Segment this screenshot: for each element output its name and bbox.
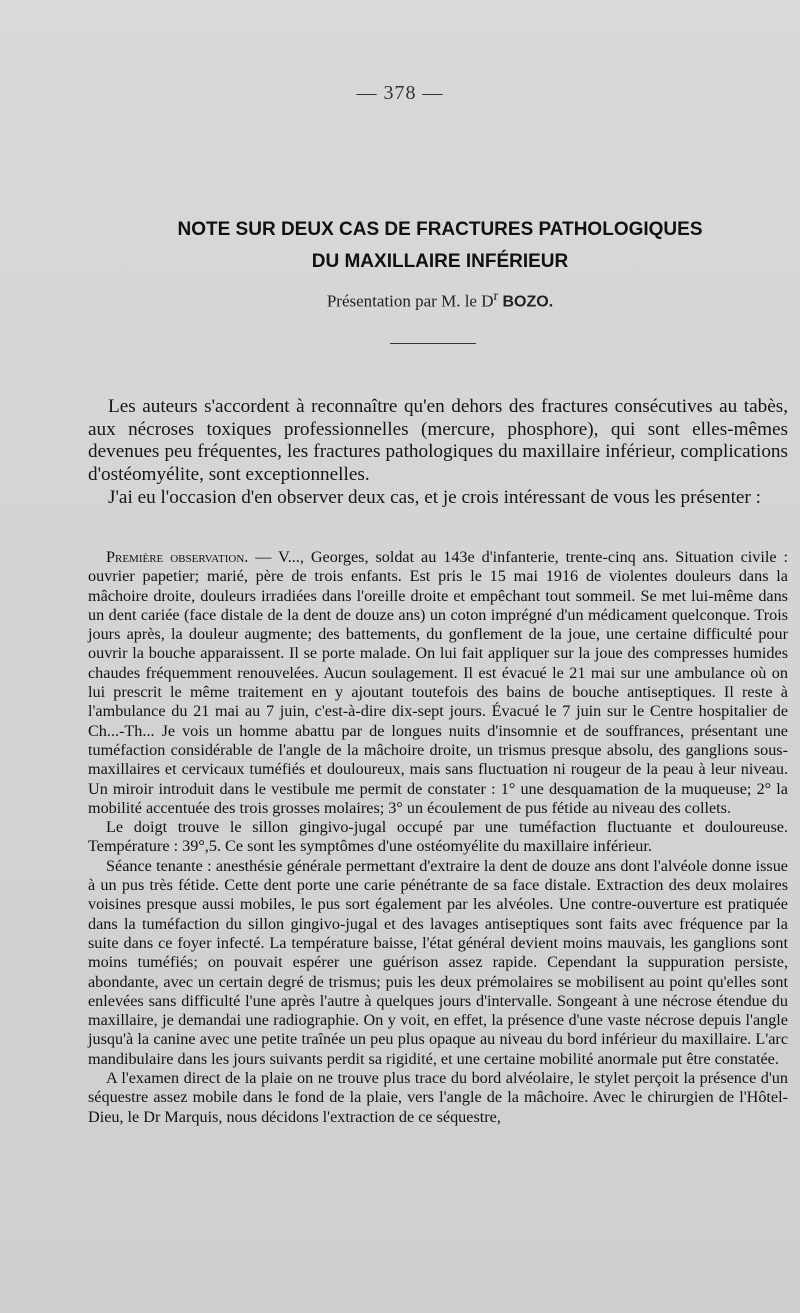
observation-paragraph-4: A l'examen direct de la plaie on ne trouve plus trace du bord alvéolaire, le stylet perçoit la présence d'un séquestre assez mobile dans le fond de la plaie, vers l'angle de la mâchoire. Avec le chirurgien de l'Hôtel-Dieu, le Dr Marquis, nous décidons l'extraction de ce séquestre, <box>88 1069 788 1126</box>
observation-paragraph-1 <box>88 548 788 818</box>
author-name: BOZO. <box>502 293 554 311</box>
title-line-2: DU MAXILLAIRE INFÉRIEUR <box>311 251 569 272</box>
observation-heading: Première observation. <box>106 548 249 566</box>
first-observation <box>88 548 788 1127</box>
title-line-1: NOTE SUR DEUX CAS DE FRACTURES PATHOLOGIQUES <box>177 219 703 240</box>
presentation-superscript: r <box>493 288 499 304</box>
observation-paragraph-2: Le doigt trouve le sillon gingivo-jugal occupé par une tuméfaction fluctuante et douloureuse. Température : 39°,5. Ce sont les symptômes d'une ostéomyélite du maxillaire inférieur. <box>88 818 788 856</box>
observation-first-text: — V..., Georges, soldat au 143e d'infanterie, trente-cinq ans. Situation civile : ouvrier papetier; marié, père de trois enfants. Est pris le 15 mai 1916 de violentes douleurs dans la mâchoire droite, douleurs irradiées dans l'oreille droite et empêchant tout sommeil. Se met lui-même dans un dent cariée (face distale de la dent de douze ans) un coton imprégné d'un médicament quelconque. Trois jours après, la douleur augmente; des battements, du gonflement de la joue, une certaine difficulté pour ouvrir la bouche apparaissent. Il se porte malade. On lui fait appliquer sur la joue des compresses humides chaudes fréquemment renouvelées. Aucun soulagement. Il est évacué le 21 mai sur une ambulance où on lui prescrit le même traitement en y ajoutant toutefois des bains de bouche antiseptiques. Il reste à l'ambulance du 21 mai au 7 juin, c'est-à-dire dix-sept jours. Évacué le 7 juin sur le Centre hospitalier de Ch...-Th... Je vois un homme abattu par de longues nuits d'insomnie et de souffrances, présentant une tuméfaction considérable de l'angle de la mâchoire droite, un trismus presque absolu, des ganglions sous-maxillaires et cervicaux tuméfiés et douloureux, mais sans fluctuation ni rougeur de la peau à leur niveau. Un miroir introduit dans le vestibule me permit de constater : 1° une desquamation de la muqueuse; 2° la mobilité accentuée des trois grosses molaires; 3° un écoulement de pus fétide au niveau des collets. <box>88 548 788 817</box>
presentation-line <box>100 288 780 312</box>
presentation-prefix: Présentation par M. le D <box>326 291 494 311</box>
observation-paragraph-3: Séance tenante : anesthésie générale permettant d'extraire la dent de douze ans dont l'alvéole donne issue à un pus très fétide. Cette dent porte une carie pénétrante de sa face distale. Extraction des deux molaires voisines presque aussi mobiles, le pus sort également par les alvéoles. Une contre-ouverture est pratiquée dans la tuméfaction du sillon gingivo-jugal et des lavages antiseptiques sont faits avec fréquence par la suite dans ce foyer infecté. La température baisse, l'état général devient moins mauvais, les ganglions sont moins tuméfiés; on pouvait espérer une guérison assez rapide. Cependant la suppuration persiste, abondante, avec un certain degré de trismus; puis les deux prémolaires se mobilisent au point qu'elles sont enlevées sans difficulté l'une après l'autre à quelques jours d'intervalle. Songeant à une nécrose étendue du maxillaire, je demandai une radiographie. On y voit, en effet, la présence d'une vaste nécrose depuis l'angle jusqu'à la canine avec une petite traînée un peu plus opaque au niveau du bord inférieur du maxillaire. L'arc mandibulaire dans les jours suivants perdit sa rigidité, et une certaine mobilité anormale put être constatée. <box>88 856 788 1068</box>
title-separator <box>390 343 476 344</box>
intro-paragraph-2: J'ai eu l'occasion d'en observer deux cas, et je crois intéressant de vous les présenter : <box>108 486 761 508</box>
article-title <box>100 214 780 278</box>
introduction <box>88 396 788 510</box>
intro-paragraph-1: Les auteurs s'accordent à reconnaître qu'en dehors des fractures consécutives au tabès, aux nécroses toxiques professionnelles (mercure, phosphore), qui sont elles-mêmes devenues peu fréquentes, les fractures pathologiques du maxillaire inférieur, complications d'ostéomyélite, sont exceptionnelles. <box>88 396 788 486</box>
page-number: — 378 — <box>356 82 444 104</box>
